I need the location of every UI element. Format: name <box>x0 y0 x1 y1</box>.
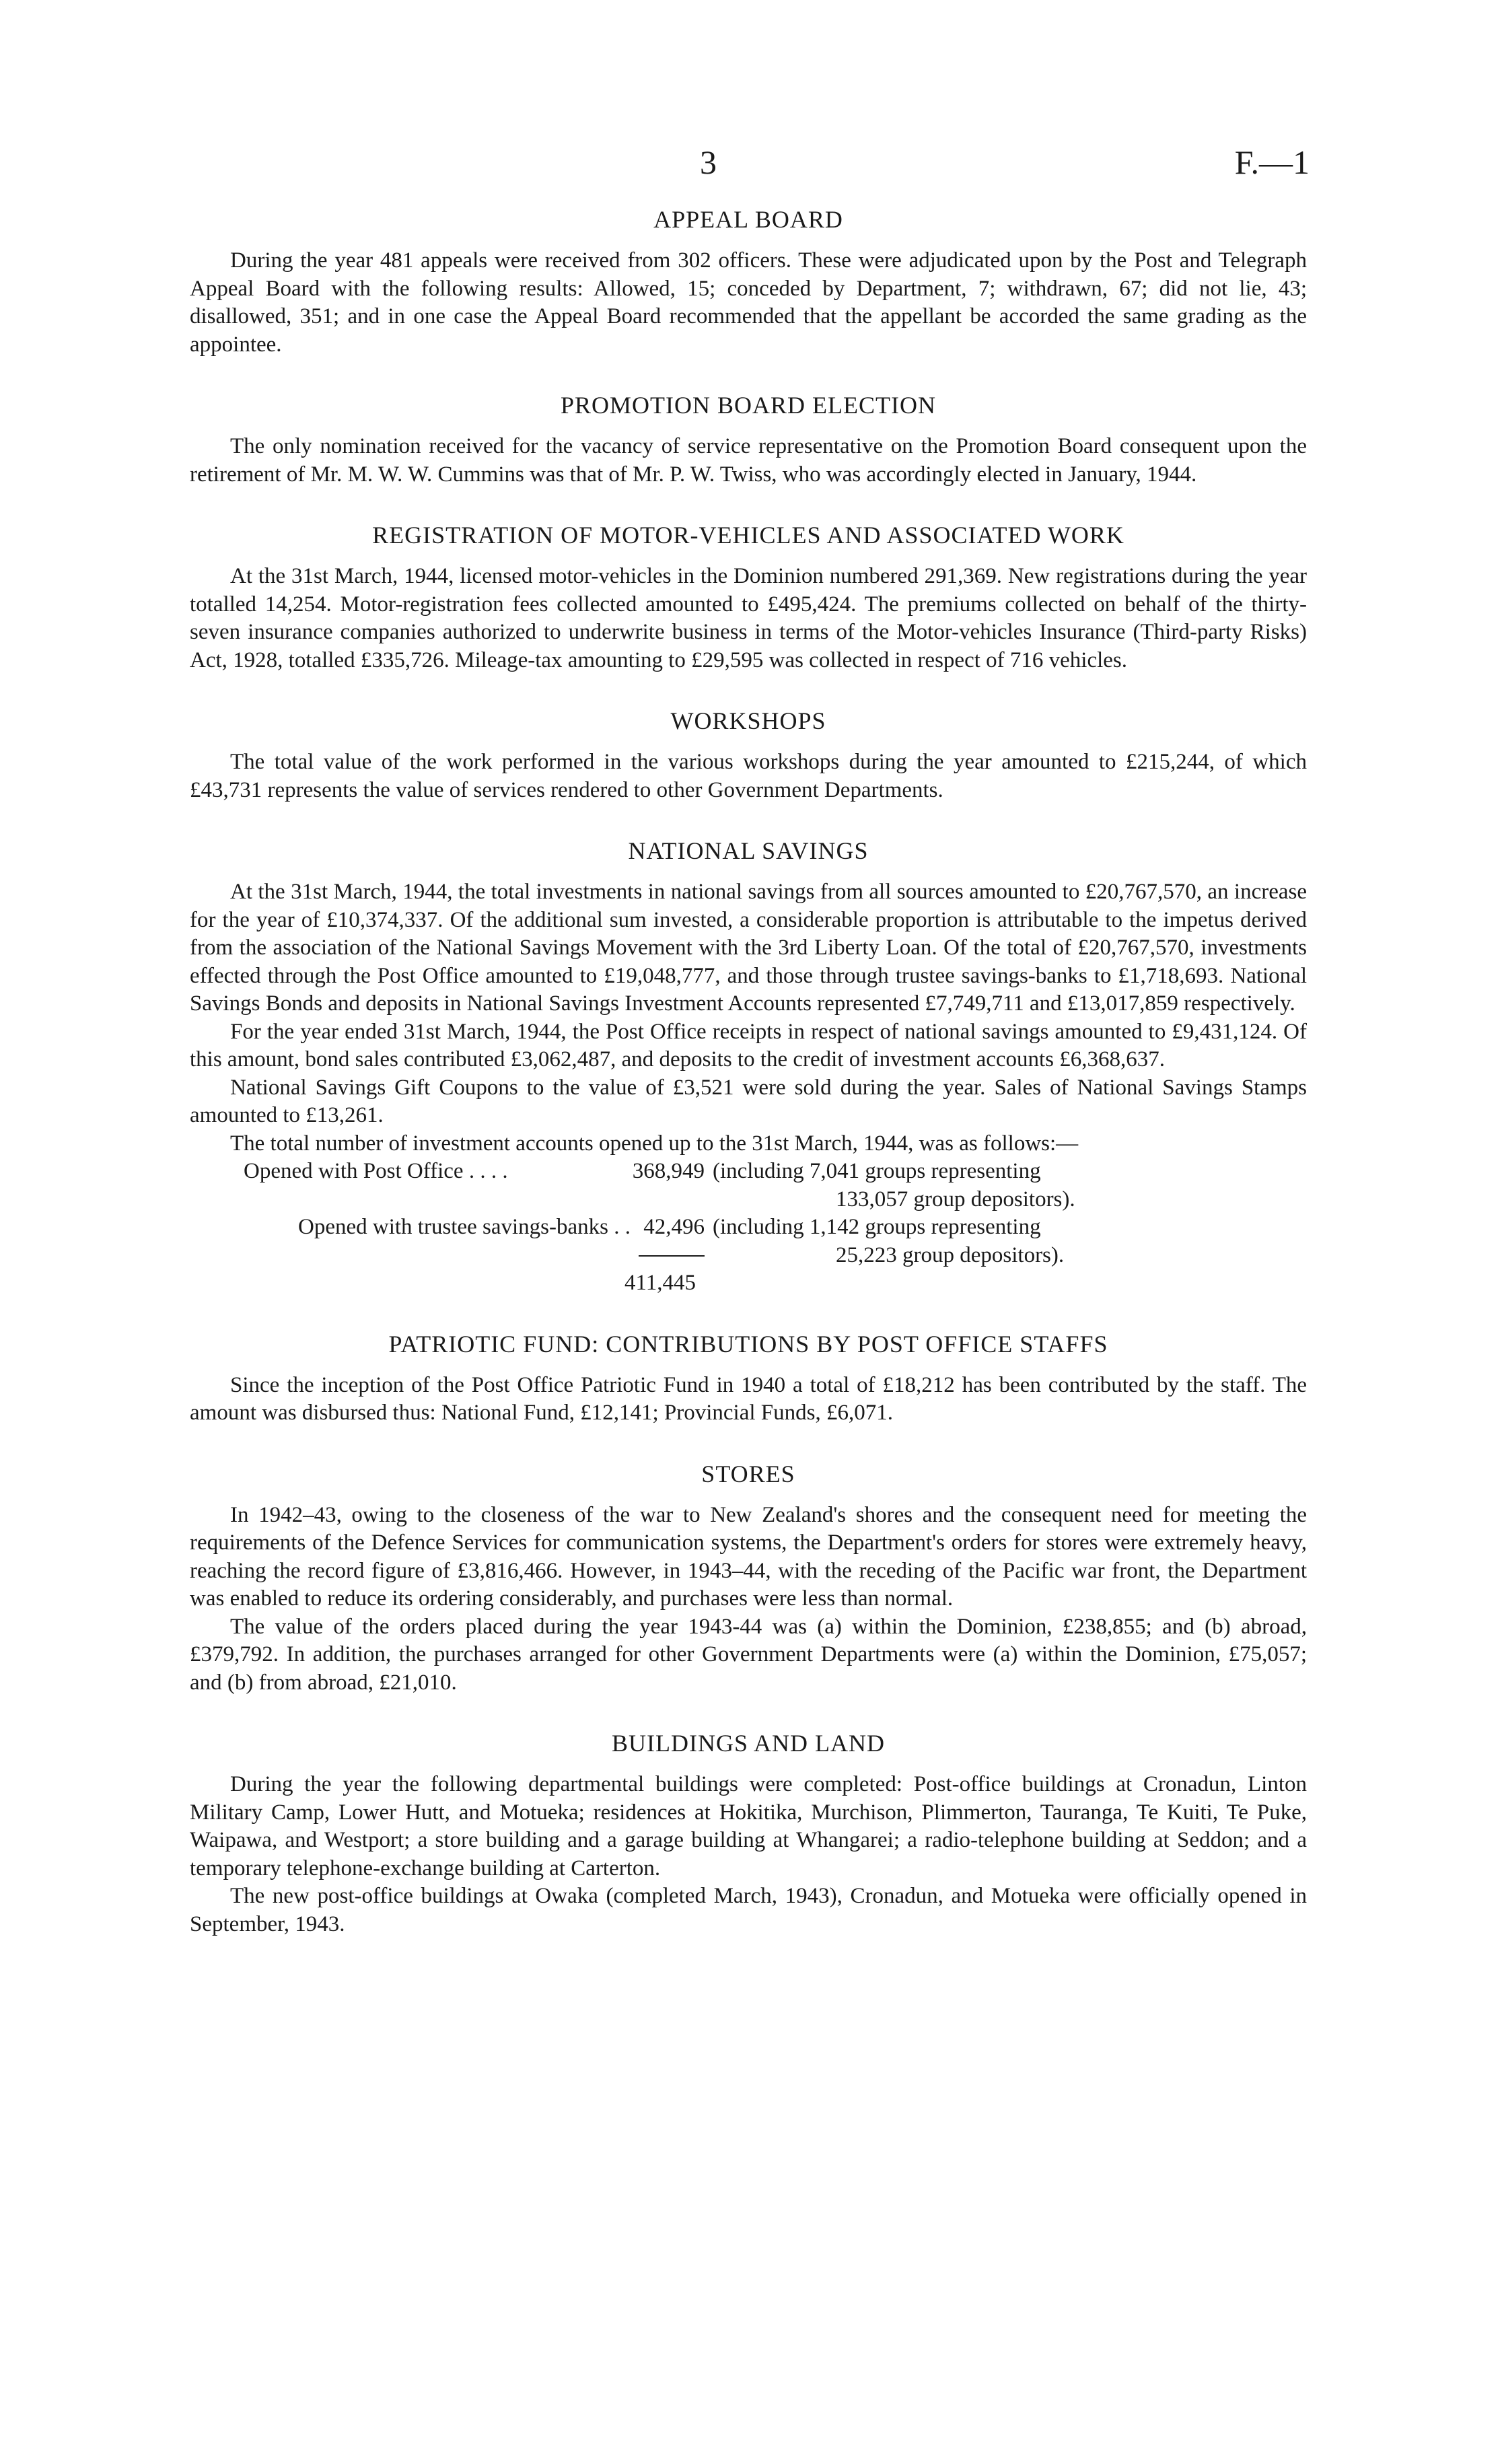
section-heading: REGISTRATION OF MOTOR-VEHICLES AND ASSOCIATED WORK <box>372 522 1124 549</box>
section-patriotic-fund <box>190 1330 1307 1428</box>
paragraph: The total value of the work performed in the various workshops during the year amounted to £215,244, of which £43,731 represents the value of services rendered to other Government Departments. <box>190 750 1307 802</box>
paragraph: At the 31st March, 1944, licensed motor-vehicles in the Dominion numbered 291,369. New registrations during the year totalled 14,254. Motor-registration fees collected amounted to £495,424. The premiums collected on behalf of the thirty-seven insurance companies authorized to underwrite business in terms of the Motor-vehicles Insurance (Third-party Risks) Act, 1928, totalled £335,726. Mileage-tax amounting to £29,595 was collected in respect of 716 vehicles. <box>190 564 1307 672</box>
section-heading: NATIONAL SAVINGS <box>628 837 869 864</box>
section-heading: BUILDINGS AND LAND <box>612 1730 885 1757</box>
section-national-savings <box>190 837 1307 1298</box>
paragraph: National Savings Gift Coupons to the value of £3,521 were sold during the year. Sales of National Savings Stamps amounted to £13,261. <box>190 1075 1307 1127</box>
account-label: Opened with Post Office . . . . <box>244 1159 508 1183</box>
section-workshops <box>190 707 1307 804</box>
page-content <box>190 205 1307 1971</box>
document-reference: F.—1 <box>1234 143 1310 181</box>
paragraph: In 1942–43, owing to the closeness of the war to New Zealand's shores and the consequent need for meeting the requirements of the Defence Services for communication systems, the Department's orders for stores were extremely heavy, reaching the record figure of £3,816,466. However, in 1943–44, with the receding of the Pacific war front, the Department was enabled to reduce its ordering considerably, and purchases were less than normal. <box>190 1502 1307 1611</box>
account-note-continued: 25,223 group depositors). <box>836 1242 1065 1267</box>
investment-accounts-table <box>190 1158 1307 1298</box>
section-heading: APPEAL BOARD <box>653 206 843 233</box>
paragraph: At the 31st March, 1944, the total investments in national savings from all sources amounted to £20,767,570, an increase for the year of £10,374,337. Of the additional sum invested, a considerable proportion is attributable to the impetus derived from the association of the National Savings Movement with the 3rd Liberty Loan. Of the total of £20,767,570, investments effected through the Post Office amounted to £19,048,777, and those through trustee savings-banks to £1,718,693. National Savings Bonds and deposits in National Savings Investment Accounts represented £7,749,711 and £13,017,859 respectively. <box>190 880 1307 1016</box>
account-note: (including 1,142 groups representing <box>713 1215 1041 1239</box>
paragraph: The value of the orders placed during the year 1943-44 was (a) within the Dominion, £238,855; and (b) abroad, £379,792. In addition, the purchases arranged for other Government Departments were (a) within the Dominion, £75,057; and (b) from abroad, £21,010. <box>190 1614 1307 1695</box>
section-promotion-board-election <box>190 391 1307 489</box>
section-buildings-and-land <box>190 1729 1307 1938</box>
accounts-total: 411,445 <box>624 1271 696 1295</box>
paragraph: The total number of investment accounts opened up to the 31st March, 1944, was as follows:— <box>230 1131 1079 1156</box>
section-heading: PATRIOTIC FUND: CONTRIBUTIONS BY POST OFFICE STAFFS <box>388 1330 1108 1358</box>
section-motor-vehicle-registration <box>190 521 1307 674</box>
paragraph: During the year 481 appeals were received from 302 officers. These were adjudicated upon by the Post and Telegraph Appeal Board with the following results: Allowed, 15; conceded by Department, 7; withdrawn, 67; did not lie, 43; disallowed, 351; and in one case the Appeal Board recommended that the appellant be accorded the same grading as the appointee. <box>190 248 1307 357</box>
section-heading: PROMOTION BOARD ELECTION <box>561 392 936 419</box>
paragraph: The new post-office buildings at Owaka (completed March, 1943), Cronadun, and Motueka were officially opened in September, 1943. <box>190 1884 1307 1936</box>
paragraph: Since the inception of the Post Office Patriotic Fund in 1940 a total of £18,212 has been contributed by the staff. The amount was disbursed thus: National Fund, £12,141; Provincial Funds, £6,071. <box>190 1372 1307 1425</box>
paragraph: For the year ended 31st March, 1944, the Post Office receipts in respect of national savings amounted to £9,431,124. Of this amount, bond sales contributed £3,062,487, and deposits to the credit of investment accounts £6,368,637. <box>190 1019 1307 1071</box>
account-value: 368,949 <box>632 1159 705 1183</box>
table-row <box>190 1242 1307 1270</box>
account-note-continued: 133,057 group depositors). <box>836 1187 1075 1211</box>
paragraph: The only nomination received for the vacancy of service representative on the Promotion Board consequent upon the retirement of Mr. M. W. W. Cummins was that of Mr. P. W. Twiss, who was accordingly elected in January, 1944. <box>190 434 1307 487</box>
account-value: 42,496 <box>643 1215 705 1239</box>
section-heading: WORKSHOPS <box>670 707 826 734</box>
table-row-total <box>190 1269 1307 1298</box>
table-row <box>190 1158 1307 1186</box>
table-row <box>190 1186 1307 1214</box>
table-row <box>190 1213 1307 1242</box>
section-heading: STORES <box>701 1460 795 1487</box>
account-label: Opened with trustee savings-banks . . <box>298 1215 631 1239</box>
page-number: 3 <box>700 143 717 181</box>
paragraph: During the year the following departmental buildings were completed: Post-office buildings at Cronadun, Linton Military Camp, Lower Hutt, and Motueka; residences at Hokitika, Murchison, Plimmerton, Tauranga, Te Kuiti, Te Puke, Waipawa, and Westport; a store building and a garage building at Whangarei; a radio-telephone building at Seddon; and a temporary telephone-exchange building at Carterton. <box>190 1772 1307 1880</box>
section-stores <box>190 1460 1307 1697</box>
account-note: (including 7,041 groups representing <box>713 1159 1041 1183</box>
total-rule <box>639 1255 705 1257</box>
section-appeal-board <box>190 205 1307 359</box>
